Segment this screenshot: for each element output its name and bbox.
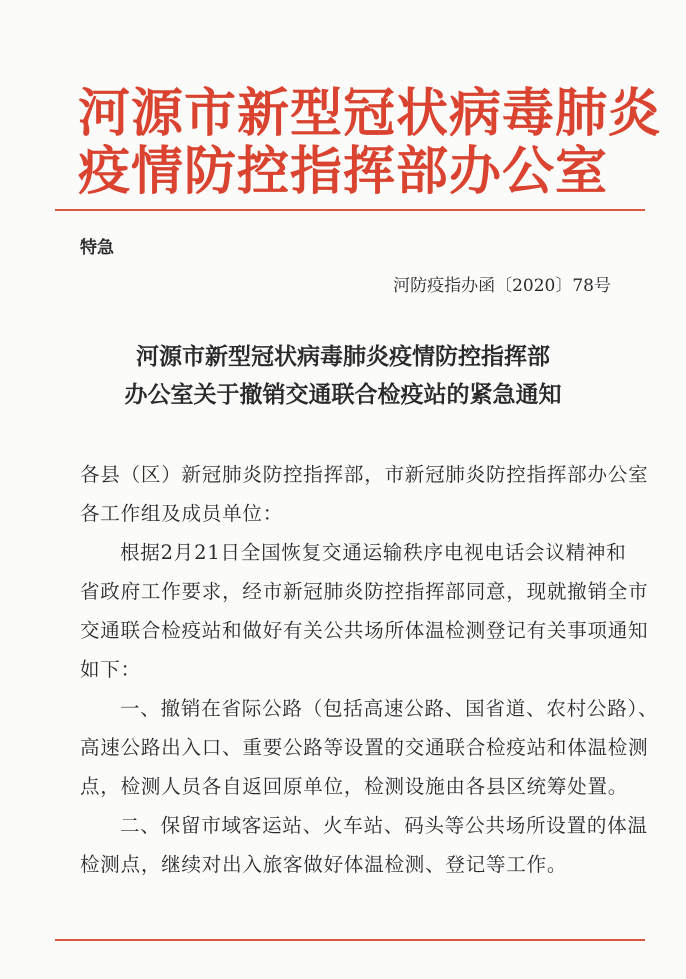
addressee-line: 各县（区）新冠肺炎防控指挥部，市新冠肺炎防控指挥部办公室 xyxy=(80,463,649,486)
body-line: 一、撤销在省际公路（包括高速公路、国省道、农村公路）、 xyxy=(120,697,659,720)
body-line: 交通联合检疫站和做好有关公共场所体温检测登记有关事项通知 xyxy=(80,619,649,642)
body-line: 根据2月21日全国恢复交通运输秩序电视电话会议精神和 xyxy=(120,541,627,564)
urgency-label: 特急 xyxy=(80,238,114,258)
footer-red-rule xyxy=(55,939,645,941)
document-number: 河防疫指办函〔2020〕78号 xyxy=(393,276,611,296)
issuer-header-line-1: 河源市新型冠状病毒肺炎 xyxy=(78,83,662,144)
issuer-header-line-2: 疫情防控指挥部办公室 xyxy=(78,141,609,202)
body-line: 高速公路出入口、重要公路等设置的交通联合检疫站和体温检测 xyxy=(80,736,649,759)
addressee-line: 各工作组及成员单位： xyxy=(80,502,284,525)
body-line: 如下： xyxy=(80,658,141,681)
body-line: 省政府工作要求，经市新冠肺炎防控指挥部同意，现就撤销全市 xyxy=(80,580,649,603)
header-red-rule xyxy=(55,209,645,211)
body-line: 检测点，继续对出入旅客做好体温检测、登记等工作。 xyxy=(80,853,568,876)
body-line: 点，检测人员各自返回原单位，检测设施由各县区统筹处置。 xyxy=(80,775,629,798)
title-line-1: 河源市新型冠状病毒肺炎疫情防控指挥部 xyxy=(136,343,550,370)
title-line-2: 办公室关于撤销交通联合检疫站的紧急通知 xyxy=(124,381,562,408)
body-line: 二、保留市域客运站、火车站、码头等公共场所设置的体温 xyxy=(120,814,648,837)
